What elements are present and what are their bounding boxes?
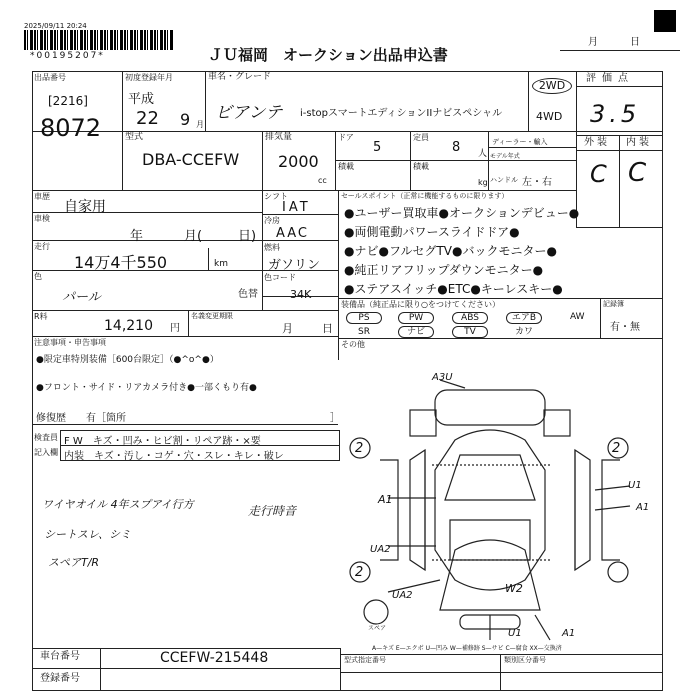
recycle-unit: 円 bbox=[170, 323, 180, 334]
shaken-month-unit: 月( bbox=[184, 229, 203, 244]
chassis-label: 車台番号 bbox=[40, 651, 80, 662]
barcode bbox=[24, 30, 174, 50]
color-value: パール bbox=[62, 290, 101, 305]
inspector-label: 検査員 bbox=[34, 433, 58, 442]
notes-label: 注意事項・申告事項 bbox=[34, 338, 106, 347]
displacement-value: 2000 bbox=[278, 152, 319, 171]
usage-label: 車歴 bbox=[34, 192, 50, 201]
equipment-ps: PS bbox=[346, 312, 382, 324]
mileage-label: 走行 bbox=[34, 242, 50, 251]
damage-legend: A—キズ E—エクボ U—凹み W—補修跡 S—サビ C—腐食 XX—交換済 bbox=[372, 645, 562, 652]
registration-label: 初度登録年月 bbox=[125, 73, 173, 82]
class-number-label: 類別区分番号 bbox=[504, 656, 546, 664]
model-label: 型式 bbox=[125, 132, 144, 142]
equipment-tv: TV bbox=[452, 326, 488, 338]
deadline-label: 名義変更期限 bbox=[191, 312, 233, 320]
notes-line-1: ●限定車特別装備［600台限定］（●^o^●） bbox=[36, 355, 219, 365]
model-value: DBA-CCEFW bbox=[142, 150, 240, 169]
sales-point-3: ●ナビ●フルセグTV●バックモニター● bbox=[344, 244, 557, 258]
color-label: 色 bbox=[34, 272, 42, 281]
sales-point-2: ●両側電動パワースライドドア● bbox=[344, 225, 520, 239]
mark-2-front-left: 2 bbox=[355, 441, 364, 456]
mark-u1-right: U1 bbox=[628, 480, 642, 491]
sales-point-5: ●ステアスイッチ●ETC●キーレスキー● bbox=[344, 282, 563, 296]
displacement-unit: cc bbox=[318, 176, 327, 185]
ac-label: 冷房 bbox=[264, 216, 280, 225]
repair-end: ］ bbox=[330, 413, 340, 424]
mark-ua2-rear: UA2 bbox=[392, 590, 413, 601]
doors-label: ドア bbox=[338, 133, 354, 142]
repair-value: 有［箇所 bbox=[86, 413, 126, 424]
sales-point-1: ●ユーザー買取車●オークションデビュー● bbox=[344, 206, 580, 220]
equipment-pw: PW bbox=[398, 312, 434, 324]
handle-label: ハンドル bbox=[490, 176, 518, 184]
score-value: 3.5 bbox=[590, 100, 641, 128]
equipment-navi: ナビ bbox=[398, 326, 434, 338]
mileage-unit: km bbox=[214, 259, 228, 269]
sales-points-label: セールスポイント（正常に機能するものに限ります） bbox=[341, 192, 509, 200]
car-label: 車名・グレード bbox=[208, 72, 272, 82]
car-grade: i-stopスマートエディションIIナビスペシャル bbox=[300, 108, 503, 119]
mark-2-rear-left: 2 bbox=[355, 565, 364, 580]
dealer-label: ディーラー・輸入 bbox=[492, 138, 548, 146]
registration-no-label: 登録番号 bbox=[40, 673, 80, 684]
lot-number: 8072 bbox=[40, 114, 102, 142]
capacity-value: 8 bbox=[452, 140, 461, 155]
record-book-label: 記録簿 bbox=[603, 300, 624, 308]
loading-label: 積載 bbox=[338, 162, 354, 171]
doors-value: 5 bbox=[373, 140, 382, 155]
color-code-label: 色コード bbox=[264, 273, 296, 282]
deadline-month-unit: 月 bbox=[282, 322, 293, 335]
registration-year: 22 bbox=[136, 108, 159, 129]
mark-a1-right: A1 bbox=[636, 502, 650, 513]
record-book-value: 有・無 bbox=[610, 322, 640, 333]
shaken-label: 車検 bbox=[34, 214, 50, 223]
repair-label: 修復歴 bbox=[36, 413, 66, 424]
registration-month-unit: 月 bbox=[196, 120, 204, 129]
score-label: 評価点 bbox=[586, 73, 634, 84]
other-label: その他 bbox=[341, 340, 365, 349]
damage-diagram bbox=[340, 360, 663, 650]
type-designation-label: 型式指定番号 bbox=[344, 656, 386, 664]
mileage-value: 14万4千550 bbox=[74, 253, 168, 272]
car-name: ビアンテ bbox=[215, 103, 283, 123]
mark-a1-bottom: A1 bbox=[562, 628, 576, 639]
usage-value: 自家用 bbox=[64, 199, 106, 215]
spare-label: スペア bbox=[368, 625, 387, 632]
lot-code: [2216] bbox=[48, 94, 88, 108]
mark-u1-bottom: U1 bbox=[508, 628, 522, 639]
form-title: ＪＵ福岡 オークション出品申込書 bbox=[208, 46, 448, 64]
capacity-label: 定員 bbox=[413, 133, 429, 142]
drive-2wd-option: 2WD bbox=[532, 78, 572, 94]
weight-label: 積載 bbox=[413, 162, 429, 171]
date-month-label: 月 bbox=[588, 37, 598, 48]
equipment-airbag: エアB bbox=[506, 312, 542, 324]
handle-value: 左・右 bbox=[522, 177, 552, 188]
equipment-label: 装備品（純正品に限り○をつけてください） bbox=[341, 300, 500, 309]
shaken-year-unit: 年 bbox=[130, 229, 144, 244]
kinyu-label: 記入欄 bbox=[34, 448, 58, 457]
sales-point-4: ●純正リアフリップダウンモニター● bbox=[344, 263, 544, 277]
date-day-label: 日 bbox=[630, 37, 640, 48]
mark-ua2-left: UA2 bbox=[370, 544, 391, 555]
shift-value: IAT bbox=[282, 200, 311, 215]
mark-a3u: A3U bbox=[432, 372, 453, 383]
recycle-value: 14,210 bbox=[104, 318, 153, 334]
mark-a1-left: A1 bbox=[378, 493, 393, 506]
equipment-leather: カワ bbox=[514, 327, 533, 337]
interior-value: C bbox=[628, 158, 647, 188]
handwritten-note-1: ワイヤオイル 4年スプアイ行方 bbox=[42, 498, 194, 511]
registration-month: 9 bbox=[180, 110, 191, 129]
lot-label: 出品番号 bbox=[34, 73, 66, 82]
interior-label: 内装 bbox=[626, 137, 652, 148]
equipment-abs: ABS bbox=[452, 312, 488, 324]
fuel-label: 燃料 bbox=[264, 243, 280, 252]
fuel-value: ガソリン bbox=[268, 258, 321, 273]
chassis-value: CCEFW-215448 bbox=[160, 650, 269, 666]
recycle-label: R料 bbox=[34, 312, 48, 321]
loading-unit: kg bbox=[478, 178, 488, 187]
handwritten-note-4: 走行時音 bbox=[248, 504, 297, 518]
barcode-number: *00195207* bbox=[30, 51, 105, 61]
color-code-value: 34K bbox=[290, 288, 312, 301]
mark-w2: W2 bbox=[505, 582, 523, 595]
color-change-label: 色替 bbox=[238, 289, 258, 300]
ac-value: AAC bbox=[276, 226, 309, 241]
exterior-value: C bbox=[590, 160, 607, 188]
displacement-label: 排気量 bbox=[265, 132, 293, 142]
handwritten-note-3: スペアT/R bbox=[48, 556, 100, 569]
equipment-sr: SR bbox=[358, 327, 370, 337]
notes-line-2: ●フロント・サイド・リアカメラ付き●一部くもり有● bbox=[36, 383, 257, 393]
deadline-day-unit: 日 bbox=[322, 322, 333, 335]
exterior-label: 外装 bbox=[584, 137, 610, 148]
kinyu-note: 内装 キズ・汚し・コゲ・穴・スレ・キレ・破レ bbox=[64, 451, 284, 462]
drive-4wd-option: 4WD bbox=[536, 110, 563, 123]
mark-2-front-right: 2 bbox=[612, 441, 621, 456]
timestamp: 2025/09/11 20:24 bbox=[24, 22, 87, 30]
inspector-note: F W キズ・凹み・ヒビ割・リペア跡・×要 bbox=[64, 436, 261, 447]
shift-label: シフト bbox=[264, 192, 288, 201]
corner-mark bbox=[654, 10, 676, 32]
shaken-day-unit: 日) bbox=[238, 229, 257, 244]
capacity-unit: 人 bbox=[478, 149, 488, 159]
handwritten-note-2: シートスレ、シミ bbox=[44, 528, 132, 541]
registration-era: 平成 bbox=[128, 92, 155, 107]
model-year-label: モデル年式 bbox=[490, 153, 520, 160]
equipment-aw: AW bbox=[570, 312, 585, 322]
